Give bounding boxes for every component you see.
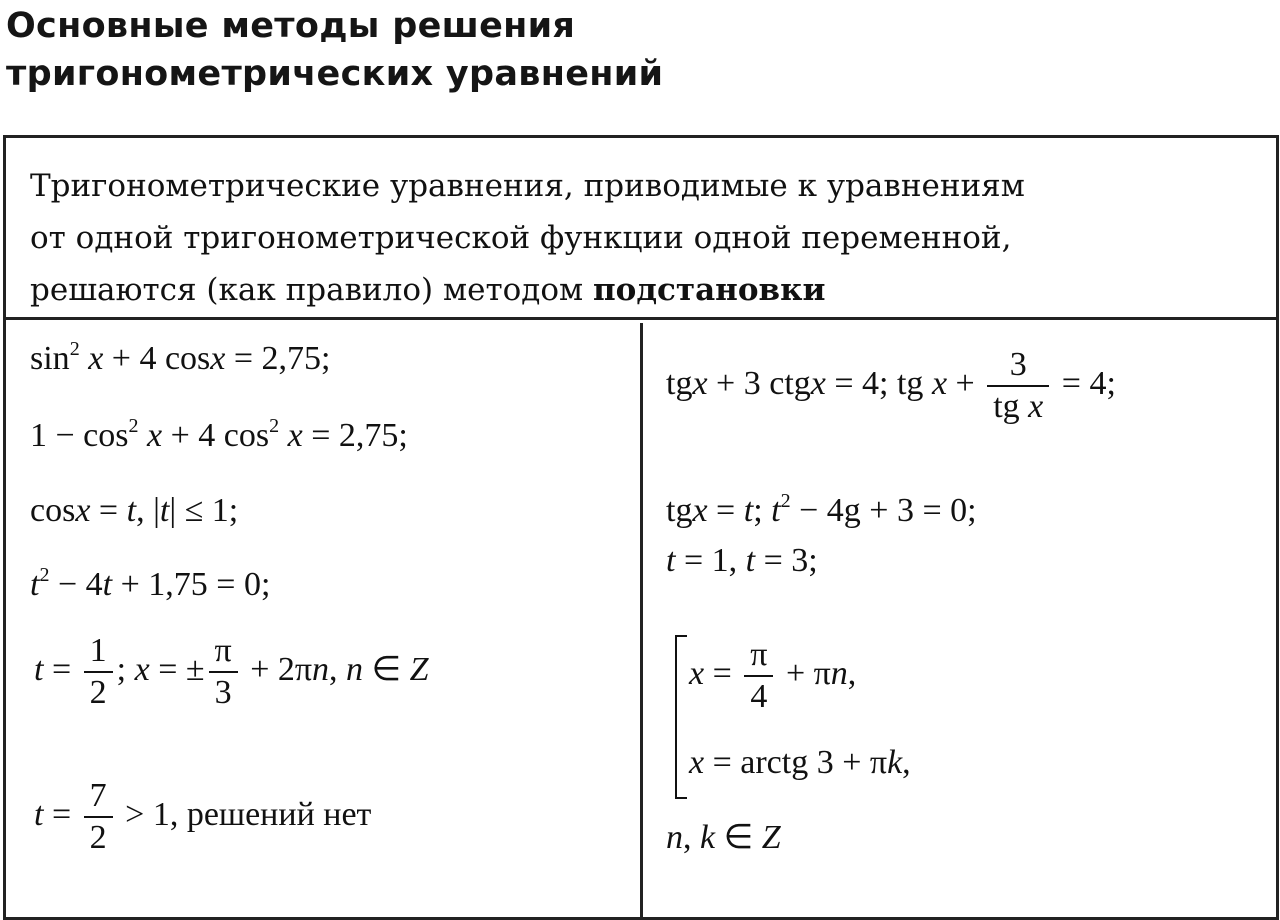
intro-cell bbox=[6, 138, 1276, 320]
title-line-2: тригонометрических уравнений bbox=[6, 54, 664, 94]
title-line-1: Основные методы решения bbox=[6, 6, 576, 46]
methods-table bbox=[3, 135, 1279, 920]
root-seven-halves: t = $\frac{7}{2}$ > 1, решений нет bbox=[34, 777, 372, 856]
intro-line-3 bbox=[30, 264, 1276, 316]
fraction-one-half: $\frac{1}{2}$ bbox=[84, 631, 113, 713]
left-example-column bbox=[6, 323, 643, 917]
substitution-term: подстановки bbox=[592, 272, 826, 308]
integer-domain: n, k ∈ Z bbox=[666, 819, 781, 856]
tangent-roots: t = 1, t = 3; bbox=[666, 542, 818, 579]
intro-line-1: Тригонометрические уравнения, приводимые к уравнениям bbox=[30, 168, 1025, 204]
fraction-three-over-tg: $\frac{3}{\text{tg x}}$ bbox=[987, 345, 1049, 427]
solution-pi-quarter: x = $\frac{\pi}{4}$ + πn, bbox=[689, 636, 857, 715]
solution-arctg: x = arctg 3 + πk, bbox=[689, 744, 911, 781]
substitution: cosx = t, |t| ≤ 1; bbox=[30, 492, 239, 529]
fraction-seven-halves: $\frac{7}{2}$ bbox=[84, 776, 113, 858]
solution-set-bracket bbox=[675, 635, 687, 799]
intro-line-3-text: решаются (как правило) методом bbox=[30, 272, 593, 308]
fraction-pi-quarter: $\frac{\pi}{4}$ bbox=[744, 635, 773, 717]
quadratic-equation: $t^2 - 4t + 1,75 = 0$; bbox=[30, 564, 271, 603]
tangent-equation: tgx + 3 ctgx = 4; tg x + $\frac{3}{\text{tg x}}$ = 4; bbox=[666, 346, 1116, 425]
tangent-substitution: tgx = t; $t^2 - 4g + 3 = 0$; bbox=[666, 490, 977, 529]
intro-line-2: от одной тригонометрической функции одной переменной, bbox=[30, 220, 1012, 256]
right-example-column bbox=[643, 323, 1276, 917]
equation-transformed: $1 - \cos^2 x + 4$ $\cos^2 x = 2,75$; bbox=[30, 415, 408, 454]
equation-original: $\sin^2 x + 4$ cosx = 2,75; bbox=[30, 338, 331, 377]
root-one-half: t = $\frac{1}{2}$ ; x = ± $\frac{\pi}{3}$ + 2πn, n ∈ Z bbox=[34, 632, 429, 711]
fraction-pi-third: $\frac{\pi}{3}$ bbox=[209, 631, 238, 713]
page-title bbox=[6, 2, 663, 98]
